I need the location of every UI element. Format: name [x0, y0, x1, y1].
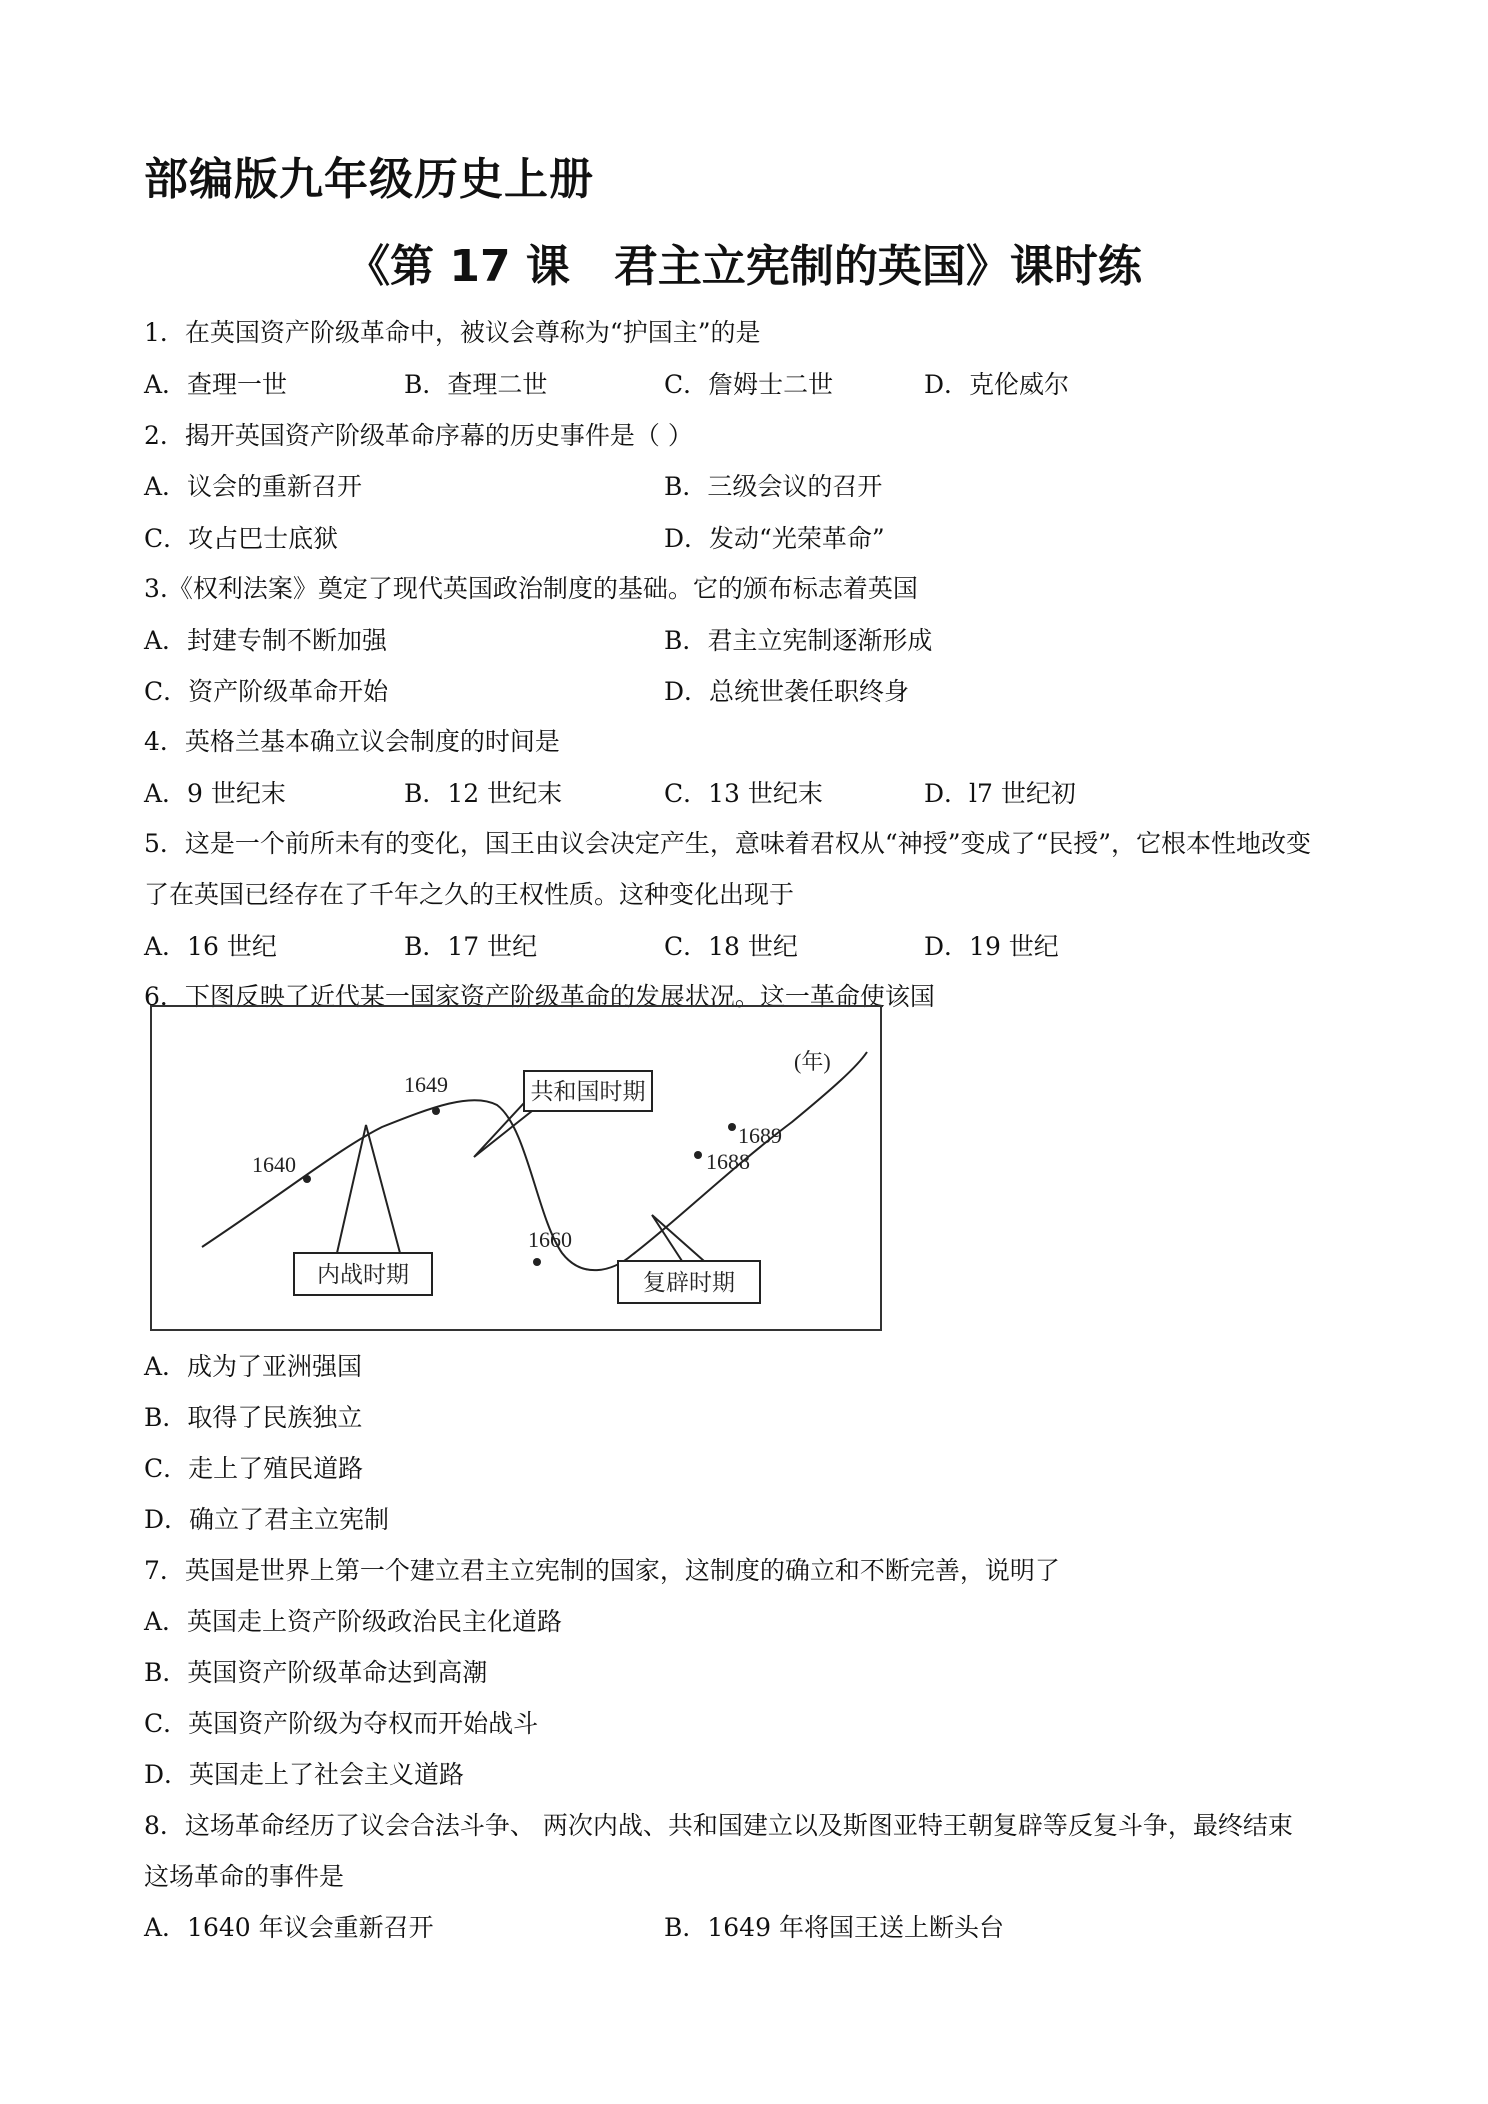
q5-option-d: D．19 世纪: [924, 932, 1059, 961]
q6-option-c: C．走上了殖民道路: [144, 1454, 364, 1483]
q1-option-b: B．查理二世: [404, 370, 548, 399]
q5-option-b: B．17 世纪: [404, 932, 538, 961]
question-8-stem-line2: 这场革命的事件是: [144, 1862, 345, 1891]
point-1640: [303, 1175, 311, 1183]
civil-war-callout: [337, 1125, 400, 1253]
q2-option-b: B．三级会议的召开: [664, 472, 883, 501]
q2-option-d: D．发动“光荣革命”: [664, 524, 885, 553]
q3-option-c: C．资产阶级革命开始: [144, 677, 389, 706]
q8-option-a: A．1640 年议会重新召开: [144, 1913, 434, 1942]
question-8-stem-line1: 8．这场革命经历了议会合法斗争、 两次内战、共和国建立以及斯图亚特王朝复辟等反复斗争，最终结束: [144, 1811, 1293, 1840]
q6-option-b: B．取得了民族独立: [144, 1403, 363, 1432]
q4-option-b: B．12 世纪末: [404, 779, 563, 808]
point-1649: [432, 1107, 440, 1115]
question-5-stem-line2: 了在英国已经存在了千年之久的王权性质。这种变化出现于: [144, 880, 795, 909]
restoration-callout: [652, 1215, 704, 1261]
point-1688: [694, 1151, 702, 1159]
year-label-1649: 1649: [404, 1072, 448, 1097]
restoration-period-label: 复辟时期: [643, 1270, 735, 1296]
question-3-stem: 3.《权利法案》奠定了现代英国政治制度的基础。它的颁布标志着英国: [144, 574, 918, 603]
axis-unit-label: (年): [794, 1049, 831, 1074]
republic-period-label: 共和国时期: [530, 1079, 646, 1105]
question-2-stem: 2．揭开英国资产阶级革命序幕的历史事件是（ ）: [144, 421, 693, 450]
question-1-stem: 1．在英国资产阶级革命中，被议会尊称为“护国主”的是: [144, 318, 761, 347]
point-1689: [728, 1123, 736, 1131]
q7-option-d: D．英国走上了社会主义道路: [144, 1760, 465, 1789]
q1-option-a: A．查理一世: [144, 370, 288, 399]
year-label-1660: 1660: [528, 1227, 572, 1252]
q2-option-c: C．攻占巴士底狱: [144, 524, 339, 553]
q3-option-b: B．君主立宪制逐渐形成: [664, 626, 933, 655]
q5-option-a: A．16 世纪: [144, 932, 277, 961]
q6-option-d: D．确立了君主立宪制: [144, 1505, 390, 1534]
q7-option-a: A．英国走上资产阶级政治民主化道路: [144, 1607, 563, 1636]
question-5-stem-line1: 5．这是一个前所未有的变化，国王由议会决定产生，意味着君权从“神授”变成了“民授”，它根本性地改变: [144, 829, 1312, 858]
year-label-1688: 1688: [706, 1149, 750, 1174]
q4-option-a: A．9 世纪末: [144, 779, 286, 808]
question-6-stem: 6．下图反映了近代某一国家资产阶级革命的发展状况。这一革命使该国: [144, 982, 935, 1011]
year-label-1689: 1689: [738, 1123, 782, 1148]
lesson-title: 《第 17 课 君主立宪制的英国》课时练: [346, 241, 1142, 292]
q3-option-d: D．总统世袭任职终身: [664, 677, 910, 706]
q4-option-d: D．l7 世纪初: [924, 779, 1076, 808]
q2-option-a: A．议会的重新召开: [144, 472, 363, 501]
civil-war-period-label: 内战时期: [317, 1262, 409, 1288]
q8-option-b: B．1649 年将国王送上断头台: [664, 1913, 1004, 1942]
year-label-1640: 1640: [252, 1152, 296, 1177]
q1-option-d: D．克伦威尔: [924, 370, 1070, 399]
q6-option-a: A．成为了亚洲强国: [144, 1352, 363, 1381]
q5-option-c: C．18 世纪: [664, 932, 798, 961]
point-1660: [533, 1258, 541, 1266]
q1-option-c: C．詹姆士二世: [664, 370, 834, 399]
question-7-stem: 7．英国是世界上第一个建立君主立宪制的国家，这制度的确立和不断完善，说明了: [144, 1556, 1060, 1585]
q7-option-b: B．英国资产阶级革命达到高潮: [144, 1658, 488, 1687]
q3-option-a: A．封建专制不断加强: [144, 626, 388, 655]
question-4-stem: 4．英格兰基本确立议会制度的时间是: [144, 727, 560, 756]
revolution-timeline-figure: [150, 1005, 882, 1331]
q7-option-c: C．英国资产阶级为夺权而开始战斗: [144, 1709, 539, 1738]
q4-option-c: C．13 世纪末: [664, 779, 823, 808]
timeline-diagram: [152, 1007, 880, 1329]
document-title: 部编版九年级历史上册: [144, 154, 594, 205]
